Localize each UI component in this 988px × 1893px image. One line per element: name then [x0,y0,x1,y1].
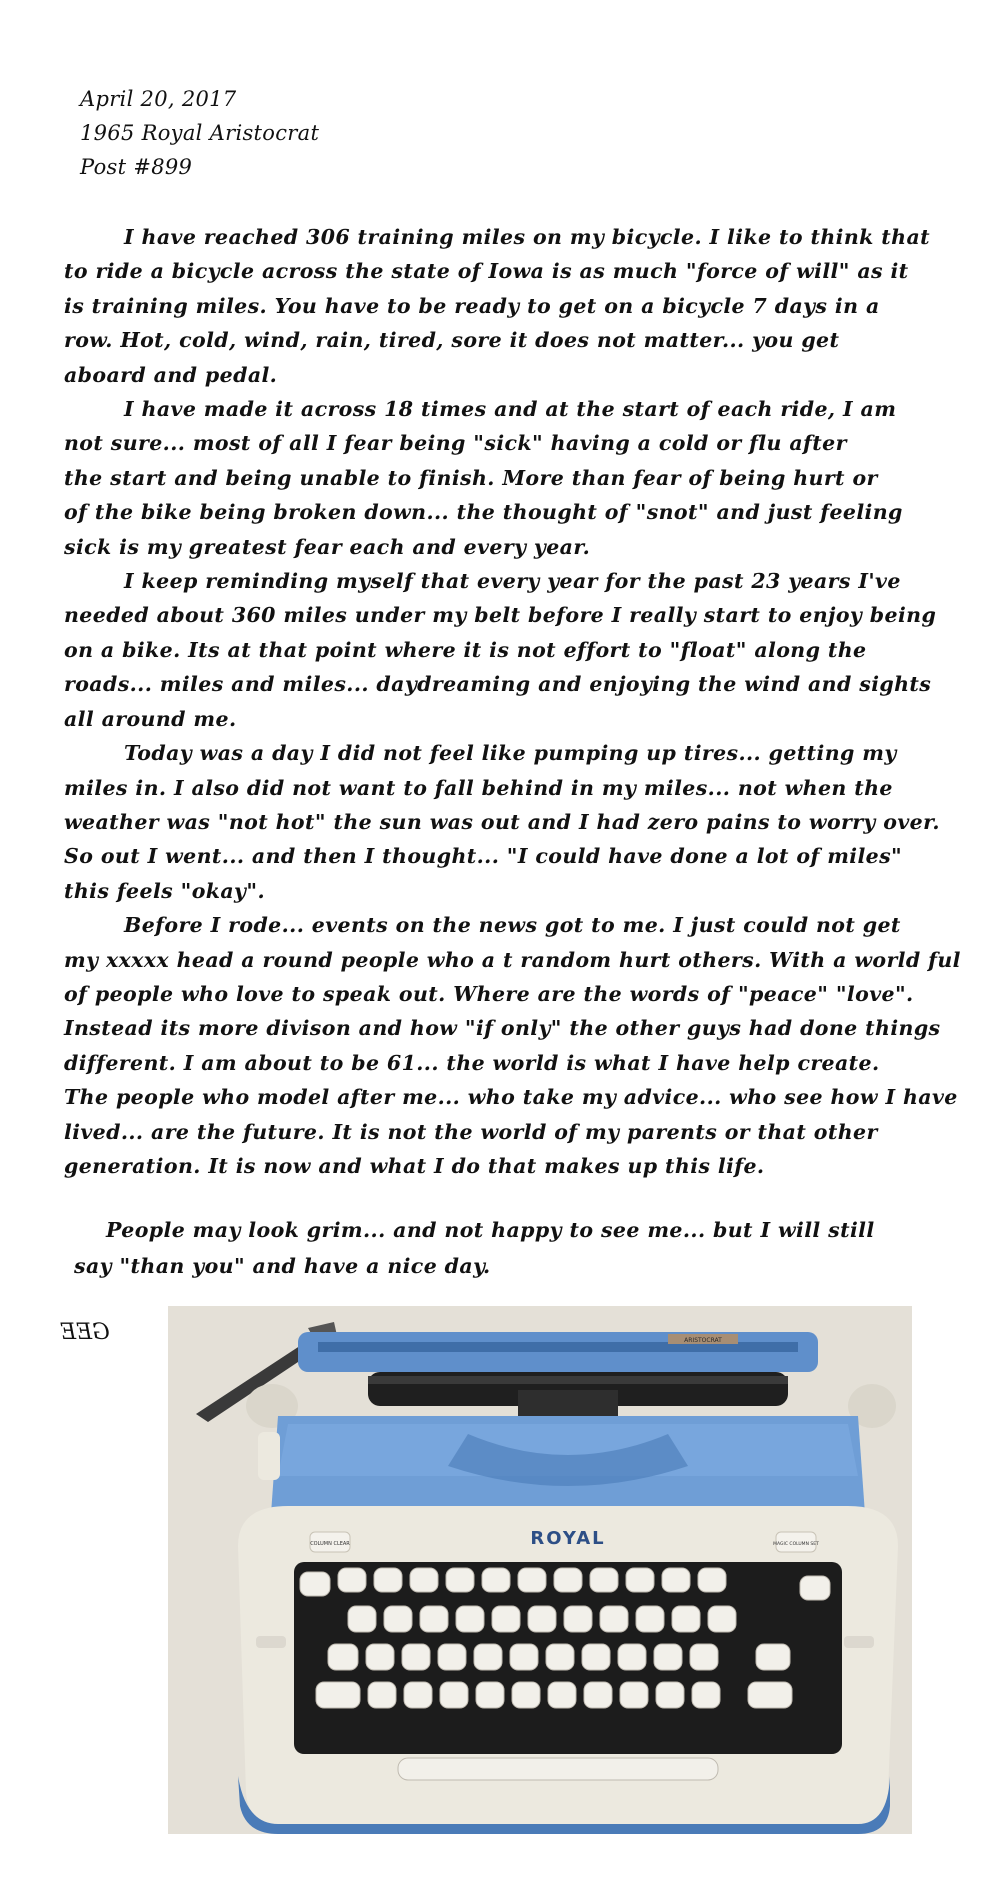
paragraph-line: Before I rode... events on the news got to me. I just could not get [124,913,901,938]
top-letter-key-row [348,1606,736,1632]
paragraph-2 [64,392,914,564]
machine-line: 1965 Royal Aristocrat [80,121,320,145]
closing-line-1: People may look grim... and not happy to see me... but I will still [106,1218,875,1242]
paragraph-5 [64,908,961,1183]
closing-block [74,1212,875,1284]
paragraph-line: roads... miles and miles... daydreaming and enjoying the wind and sights [64,672,932,697]
column-clear-label: COLUMN CLEAR [310,1541,350,1547]
paragraph-line: on a bike. Its at that point where it is not effort to "float" along the [64,637,867,662]
paragraph-line: I have reached 306 training miles on my bicycle. I like to think that [124,225,931,249]
paragraph-line: generation. It is now and what I do that makes up this life. [64,1153,765,1178]
paragraph-line: Today was a day I did not feel like pumping up tires... getting my [124,741,897,766]
paragraph-line: miles in. I also did not want to fall behind in my miles... not when the [64,775,893,800]
magic-column-set-label: MAGIC COLUMN SET [773,1542,819,1547]
paragraph-line: I have made it across 18 times and at the start of each ride, I am [124,397,897,422]
paragraph-line: the start and being unable to finish. More than fear of being hurt or [64,465,878,490]
nameplate-text: ARISTOCRAT [684,1337,722,1344]
paragraph-line: I keep reminding myself that every year for the past 23 years I've [124,569,901,594]
paragraph-line: of people who love to speak out. Where are the words of "peace" "love". [64,981,914,1006]
paragraph-line: all around me. [64,706,237,731]
paragraph-line: of the bike being broken down... the thought of "snot" and just feeling [64,500,903,525]
side-badge [258,1432,280,1480]
paragraph-line: So out I went... and then I thought... "I could have done a lot of miles" [64,844,903,869]
royal-logo: ROYAL [530,1528,606,1549]
left-margin-lever [256,1636,286,1648]
paragraph-line: lived... are the future. It is not the world of my parents or that other [64,1119,878,1144]
post-line: Post #899 [80,155,193,179]
typewriter-photo [168,1306,912,1834]
paragraph-4 [64,736,940,908]
paragraph-line: The people who model after me... who take my advice... who see how I have [64,1085,958,1110]
paragraph-line: sick is my greatest fear each and every year. [64,534,591,559]
right-margin-lever [844,1636,874,1648]
paragraph-line: row. Hot, cold, wind, rain, tired, sore it does not matter... you get [64,328,840,353]
paragraph-line: aboard and pedal. [64,362,278,387]
paragraph-line: not sure... most of all I fear being "sick" having a cold or flu after [64,431,847,456]
spacebar [398,1758,718,1780]
letter-body [64,220,961,1183]
date-line: April 20, 2017 [80,87,237,111]
paragraph-line: this feels "okay". [64,878,265,903]
paragraph-line: to ride a bicycle across the state of Iowa is as much "force of will" as it [64,259,909,284]
paragraph-line: weather was "not hot" the sun was out and I had zero pains to worry over. [64,809,940,834]
paragraph-line: Instead its more divison and how "if only" the other guys had done things [64,1016,941,1041]
header-block [80,82,319,184]
paragraph-1 [64,220,931,392]
paragraph-3 [64,564,937,736]
signature: GEE [60,1320,110,1345]
paragraph-line: needed about 360 miles under my belt before I really start to enjoy being [64,603,937,628]
closing-line-2: say "than you" and have a nice day. [74,1254,491,1278]
paragraph-line: is training miles. You have to be ready to get on a bicycle 7 days in a [64,293,880,318]
paragraph-line: different. I am about to be 61... the world is what I have help create. [64,1050,880,1075]
paragraph-line: my xxxxx head a round people who a t random hurt others. With a world ful [64,947,961,972]
